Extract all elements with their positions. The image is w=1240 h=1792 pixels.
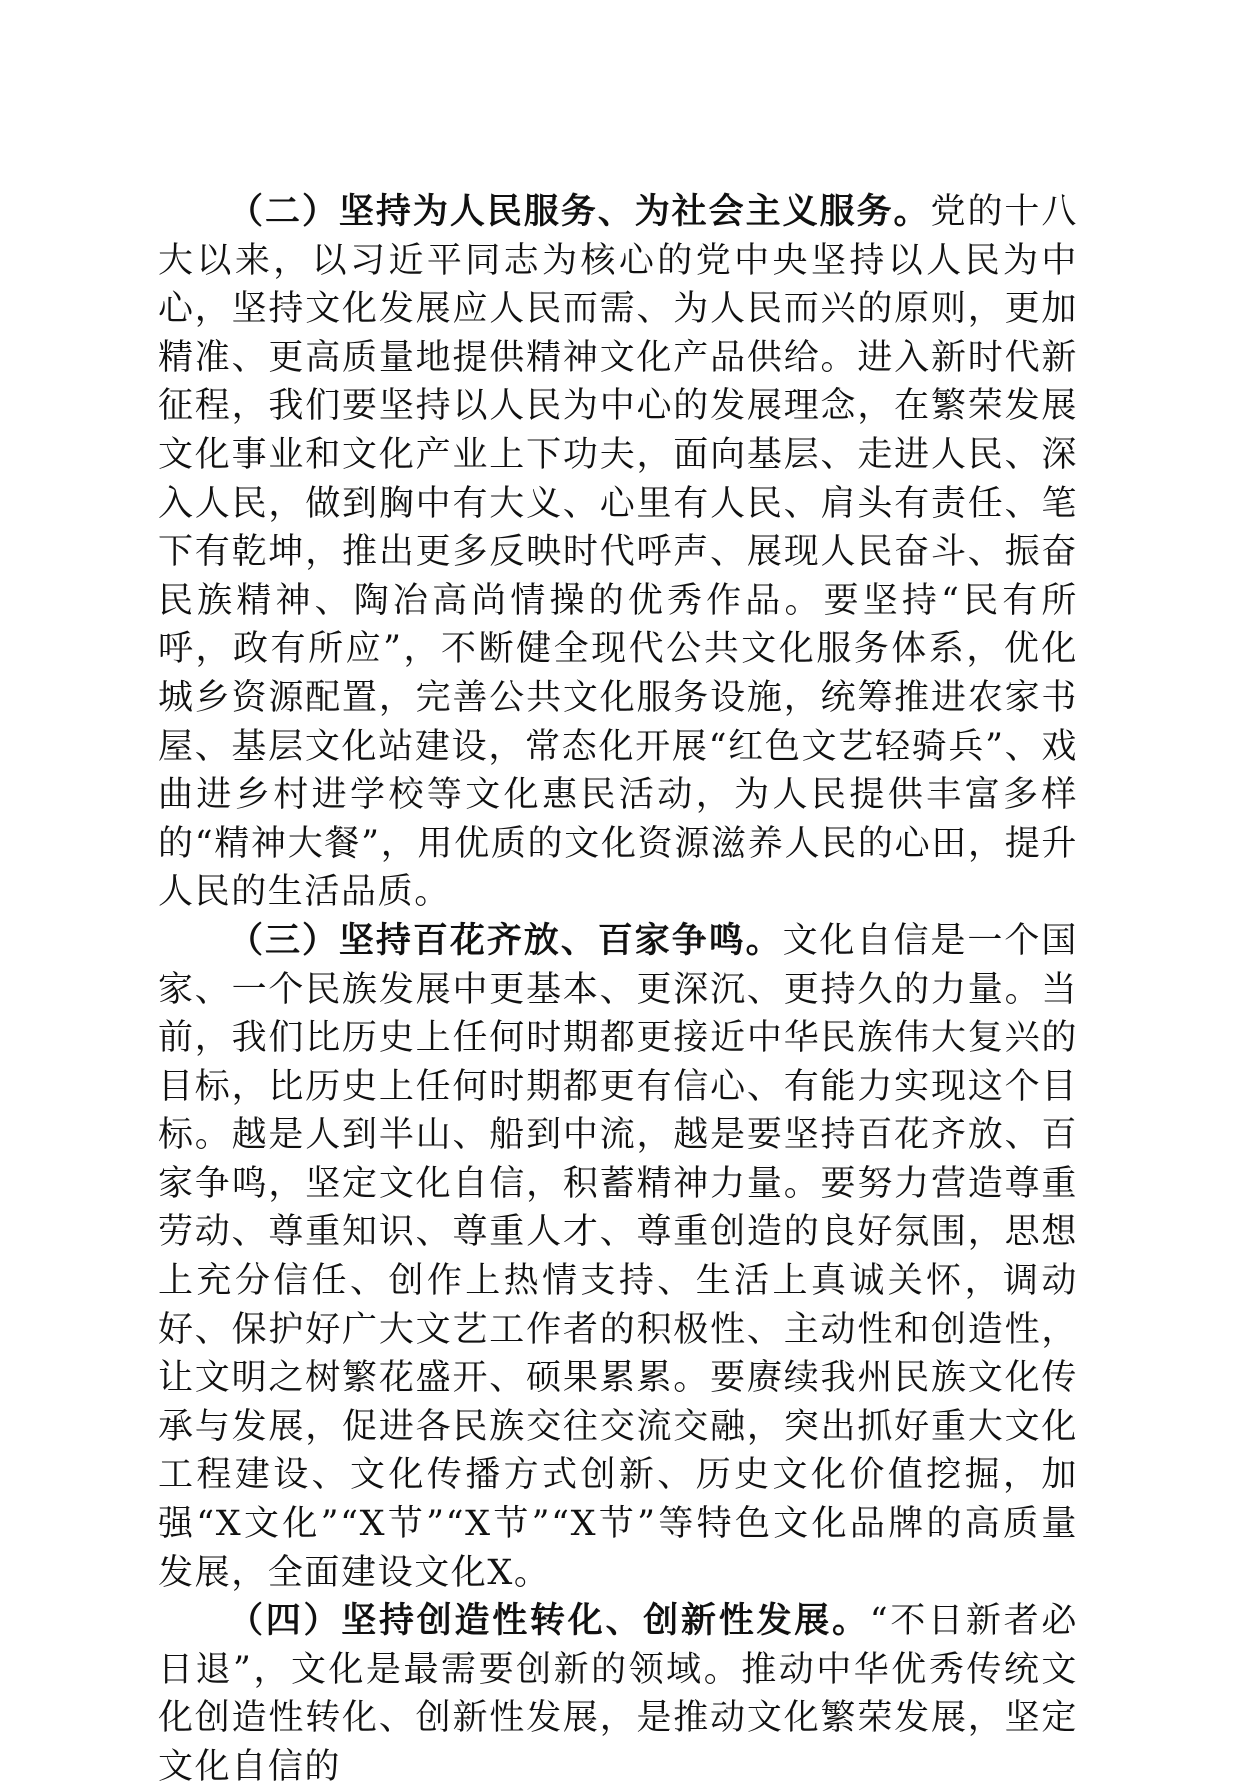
section-heading-3: （三）坚持百花齐放、百家争鸣。	[228, 919, 783, 961]
paragraph-body: 党的十八大以来，以习近平同志为核心的党中央坚持以人民为中心，坚持文化发展应人民而需、为人民而兴的原则，更加精准、更高质量地提供精神文化产品供给。进入新时代新征程，我们要坚持以人民为中心的发展理念，在繁荣发展文化事业和文化产业上下功夫，面向基层、走进人民、深入人民，做到胸中有大义、心里有人民、肩头有责任、笔下有乾坤，推出更多反映时代呼声、展现人民奋斗、振奋民族精神、陶冶高尚情操的优秀作品。要坚持“民有所呼，政有所应”，不断健全现代公共文化服务体系，优化城乡资源配置，完善公共文化服务设施，统筹推进农家书屋、基层文化站建设，常态化开展“红色文艺轻骑兵”、戏曲进乡村进学校等文化惠民活动，为人民提供丰富多样的“精神大餐”，用优质的文化资源滋养人民的心田，提升人民的生活品质。	[158, 192, 1079, 913]
paragraph-serve-people	[158, 188, 1078, 917]
paragraph-body: “不日新者必日退”，文化是最需要创新的领域。推动中华优秀传统文化创造性转化、创新性发展，是推动文化繁荣发展，坚定文化自信的	[158, 1601, 1078, 1787]
section-heading-2: （二）坚持为人民服务、为社会主义服务。	[228, 191, 931, 232]
paragraph-hundred-flowers	[158, 917, 1078, 1597]
document-page	[158, 188, 1078, 1792]
paragraph-innovation	[158, 1597, 1078, 1791]
paragraph-body: 文化自信是一个国家、一个民族发展中更基本、更深沉、更持久的力量。当前，我们比历史上任何时期都更接近中华民族伟大复兴的目标，比历史上任何时期都更有信心、有能力实现这个目标。越是人到半山、船到中流，越是要坚持百花齐放、百家争鸣，坚定文化自信，积蓄精神力量。要努力营造尊重劳动、尊重知识、尊重人才、尊重创造的良好氛围，思想上充分信任、创作上热情支持、生活上真诚关怀，调动好、保护好广大文艺工作者的积极性、主动性和创造性，让文明之树繁花盛开、硕果累累。要赓续我州民族文化传承与发展，促进各民族交往交流交融，突出抓好重大文化工程建设、文化传播方式创新、历史文化价值挖掘，加强“X文化”“X节”“X节”“X节”等特色文化品牌的高质量发展，全面建设文化X。	[158, 920, 1078, 1593]
section-heading-4: （四）坚持创造性转化、创新性发展。	[228, 1600, 870, 1642]
